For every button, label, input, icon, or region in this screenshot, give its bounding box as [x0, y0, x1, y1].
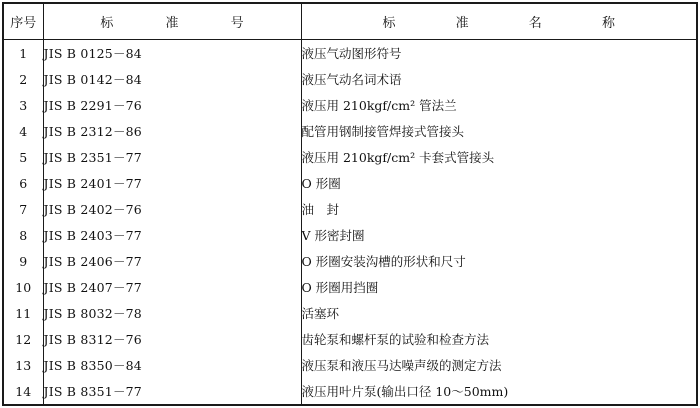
row-standard-number: JIS B 8351－77 — [43, 378, 301, 405]
row-number: 11 — [3, 300, 43, 326]
table-header-row — [3, 3, 697, 40]
table-row — [3, 40, 697, 67]
row-standard-number: JIS B 2291－76 — [43, 92, 301, 118]
table-row — [3, 326, 697, 352]
row-standard-name: 液压用叶片泵(输出口径 10～50mm) — [301, 378, 697, 405]
table-row — [3, 144, 697, 170]
row-number: 1 — [3, 40, 43, 67]
row-number: 3 — [3, 92, 43, 118]
row-standard-number: JIS B 0125－84 — [43, 40, 301, 67]
table-row — [3, 378, 697, 405]
header-standard-number — [43, 3, 301, 40]
row-standard-name: 液压用 210kgf/cm² 卡套式管接头 — [301, 144, 697, 170]
row-standard-number: JIS B 2401－77 — [43, 170, 301, 196]
table-row — [3, 170, 697, 196]
table-row — [3, 118, 697, 144]
row-standard-number: JIS B 2402－76 — [43, 196, 301, 222]
row-standard-name: 液压泵和液压马达噪声级的测定方法 — [301, 352, 697, 378]
row-standard-name: O 形圈 — [301, 170, 697, 196]
row-number: 9 — [3, 248, 43, 274]
row-number: 12 — [3, 326, 43, 352]
table-row — [3, 274, 697, 300]
header-standard-name-label: 标 准 名 称 — [382, 16, 643, 31]
row-number: 10 — [3, 274, 43, 300]
row-standard-number: JIS B 2406－77 — [43, 248, 301, 274]
row-standard-name: 液压用 210kgf/cm² 管法兰 — [301, 92, 697, 118]
header-standard-number-label: 标 准 号 — [100, 16, 268, 31]
row-number: 13 — [3, 352, 43, 378]
row-number: 5 — [3, 144, 43, 170]
table-row — [3, 196, 697, 222]
table-row — [3, 92, 697, 118]
row-standard-number: JIS B 2403－77 — [43, 222, 301, 248]
row-standard-name: 液压气动图形符号 — [301, 40, 697, 67]
header-serial-number: 序号 — [3, 3, 43, 40]
row-standard-name: V 形密封圈 — [301, 222, 697, 248]
row-number: 7 — [3, 196, 43, 222]
table-row — [3, 300, 697, 326]
row-standard-number: JIS B 2407－77 — [43, 274, 301, 300]
table-row — [3, 222, 697, 248]
row-standard-number: JIS B 8350－84 — [43, 352, 301, 378]
standards-table — [2, 2, 698, 406]
header-standard-name — [301, 3, 697, 40]
row-standard-name: 油 封 — [301, 196, 697, 222]
row-standard-name: 配管用钢制接管焊接式管接头 — [301, 118, 697, 144]
row-standard-number: JIS B 0142－84 — [43, 66, 301, 92]
row-standard-number: JIS B 8312－76 — [43, 326, 301, 352]
row-number: 4 — [3, 118, 43, 144]
row-standard-name: 活塞环 — [301, 300, 697, 326]
row-standard-name: 齿轮泵和螺杆泵的试验和检查方法 — [301, 326, 697, 352]
row-number: 2 — [3, 66, 43, 92]
row-number: 14 — [3, 378, 43, 405]
row-standard-name: 液压气动名词术语 — [301, 66, 697, 92]
row-standard-number: JIS B 2351－77 — [43, 144, 301, 170]
row-standard-number: JIS B 2312－86 — [43, 118, 301, 144]
row-standard-name: O 形圈安装沟槽的形状和尺寸 — [301, 248, 697, 274]
row-number: 8 — [3, 222, 43, 248]
row-standard-number: JIS B 8032－78 — [43, 300, 301, 326]
table-row — [3, 248, 697, 274]
table-row — [3, 352, 697, 378]
row-number: 6 — [3, 170, 43, 196]
table-row — [3, 66, 697, 92]
row-standard-name: O 形圈用挡圈 — [301, 274, 697, 300]
